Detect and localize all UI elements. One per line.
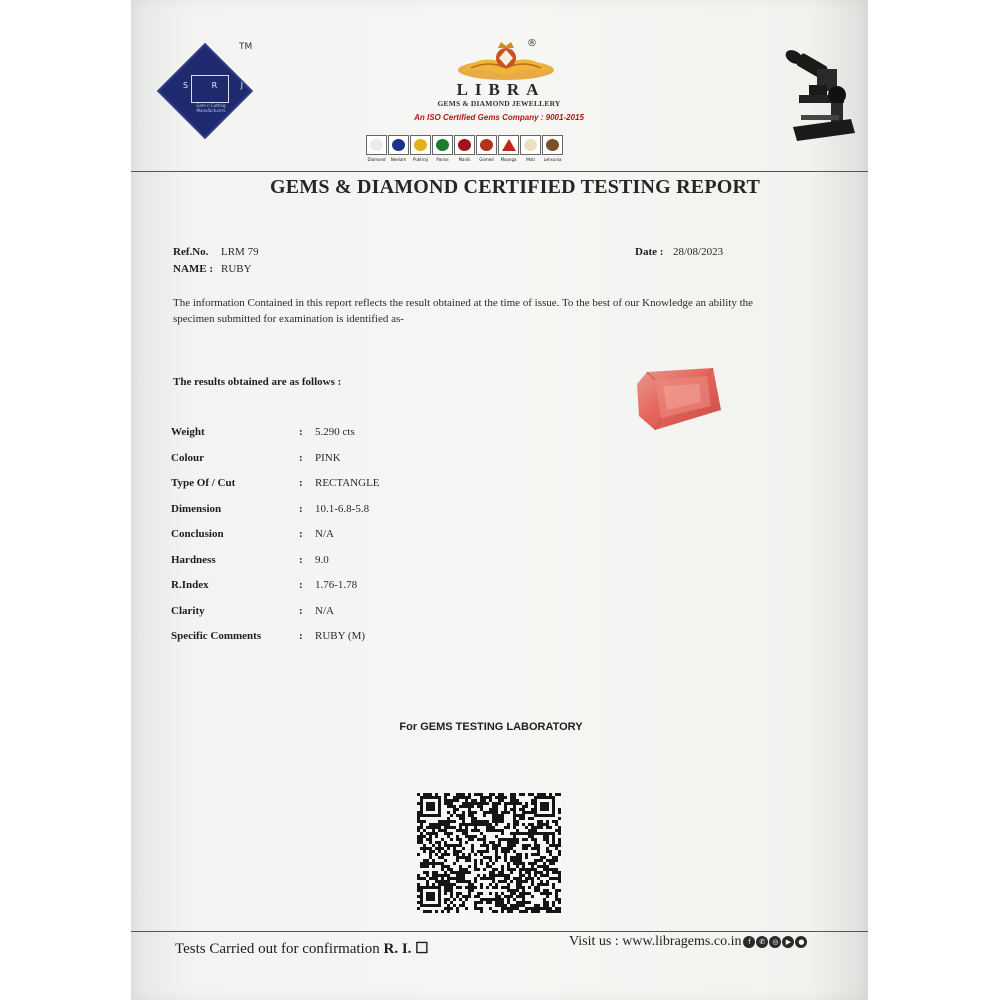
- gem-label: Diamond: [367, 157, 386, 162]
- trademark-mark: TM: [239, 42, 253, 52]
- gem-label: Panna: [436, 157, 449, 162]
- website-icon[interactable]: ●: [795, 936, 807, 948]
- result-value: 9.0: [315, 553, 329, 566]
- ref-no-value: LRM 79: [221, 246, 259, 258]
- name-label: NAME :: [173, 263, 214, 275]
- gem-panna-icon: [436, 139, 449, 151]
- result-value: PINK: [315, 451, 341, 464]
- gem-label: Neelam: [390, 157, 407, 162]
- result-label: R.Index: [171, 579, 209, 591]
- name-value: RUBY: [221, 263, 252, 275]
- result-value: N/A: [315, 528, 334, 540]
- result-label: Type Of / Cut: [171, 477, 236, 489]
- gem-item: [367, 135, 386, 162]
- srj-letter-r: R: [211, 81, 218, 90]
- gem-gomed-icon: [480, 139, 493, 151]
- iso-certification-line: An ISO Certified Gems Company : 9001-2015: [414, 113, 584, 122]
- gem-item: [411, 135, 430, 162]
- result-separator: :: [299, 451, 303, 464]
- gem-diamond-icon: [370, 139, 383, 151]
- gem-item: [499, 135, 518, 162]
- visit-link[interactable]: Visit us : www.libragems.co.in: [569, 934, 742, 949]
- result-value: RECTANGLE: [315, 477, 380, 489]
- libra-subtitle: GEMS & DIAMOND JEWELLERY: [437, 99, 561, 108]
- intro-paragraph: The information Contained in this report reflects the result obtained at the time of issue. To the best of our Knowledge an ability the specimen submitted for examination is identified as-: [173, 297, 754, 325]
- facebook-icon[interactable]: f: [743, 936, 755, 948]
- gem-label: Gomed: [479, 157, 494, 162]
- gem-moonga-icon: [502, 139, 516, 151]
- gem-neelam-icon: [392, 139, 405, 151]
- gem-item: [433, 135, 452, 162]
- result-separator: :: [299, 553, 303, 566]
- ruby-gem-photo: [633, 364, 723, 434]
- registered-mark: ®: [527, 38, 537, 49]
- instagram-icon[interactable]: ◎: [769, 936, 781, 948]
- header-divider: [131, 171, 868, 172]
- gem-item: [521, 135, 540, 162]
- date-label: Date :: [635, 246, 664, 258]
- certificate-paper: [131, 0, 868, 1000]
- result-label: Weight: [171, 426, 205, 438]
- gem-item: [389, 135, 408, 162]
- srj-letter-j: J: [240, 81, 243, 90]
- gem-label: Moonga: [500, 157, 517, 162]
- whatsapp-icon[interactable]: ✆: [756, 936, 768, 948]
- result-label: Colour: [171, 451, 204, 464]
- result-separator: :: [299, 579, 303, 591]
- date-value: 28/08/2023: [673, 246, 724, 258]
- result-value: 5.290 cts: [315, 426, 355, 438]
- ref-no-label: Ref.No.: [173, 246, 209, 258]
- footer-divider: [131, 931, 868, 932]
- gem-label: Lehsunia: [543, 157, 562, 162]
- result-separator: :: [299, 630, 303, 642]
- gem-item: [543, 135, 562, 162]
- result-label: Conclusion: [171, 528, 224, 540]
- result-label: Specific Comments: [171, 630, 262, 642]
- result-label: Hardness: [171, 553, 216, 566]
- gem-manik-icon: [458, 139, 471, 151]
- gem-icon-strip: [367, 135, 562, 162]
- libra-brand-name: LIBRA: [456, 80, 546, 99]
- result-label: Clarity: [171, 604, 205, 617]
- gem-label: Pukhraj: [413, 157, 428, 162]
- gem-lehsunia-icon: [546, 139, 559, 151]
- results-heading: The results obtained are as follows :: [173, 376, 342, 388]
- result-value: RUBY (M): [315, 630, 366, 642]
- result-separator: :: [299, 477, 303, 489]
- gem-label: Manik: [458, 157, 471, 162]
- microscope-icon: [779, 45, 859, 145]
- tests-confirmation: [175, 939, 429, 958]
- gem-pukhraj-icon: [414, 139, 427, 151]
- gem-item: [477, 135, 496, 162]
- result-separator: :: [299, 502, 303, 515]
- youtube-icon[interactable]: ▶: [782, 936, 794, 948]
- srj-tagline: Gem n Cutting Manufacturers: [196, 103, 226, 113]
- tests-code: R. I.: [383, 941, 412, 957]
- result-separator: :: [299, 604, 303, 617]
- tests-text: Tests Carried out for confirmation: [175, 941, 380, 957]
- result-value: 1.76-1.78: [315, 579, 358, 591]
- result-value: N/A: [315, 604, 334, 617]
- gem-label: Moti: [526, 157, 535, 162]
- result-value: 10.1-6.8-5.8: [315, 502, 370, 515]
- result-separator: :: [299, 426, 303, 438]
- qr-code[interactable]: [417, 793, 563, 915]
- checkbox-icon: ☐: [415, 941, 429, 957]
- gem-moti-icon: [524, 139, 537, 151]
- result-label: Dimension: [171, 502, 222, 515]
- lab-signature-line: For GEMS TESTING LABORATORY: [399, 721, 583, 733]
- srj-logo: [155, 42, 265, 145]
- report-title: GEMS & DIAMOND CERTIFIED TESTING REPORT: [270, 176, 760, 198]
- result-separator: :: [299, 528, 303, 540]
- visit-website: [569, 934, 807, 950]
- srj-letter-s: S: [183, 81, 189, 90]
- gem-item: [455, 135, 474, 162]
- libra-crest-logo: [441, 38, 571, 86]
